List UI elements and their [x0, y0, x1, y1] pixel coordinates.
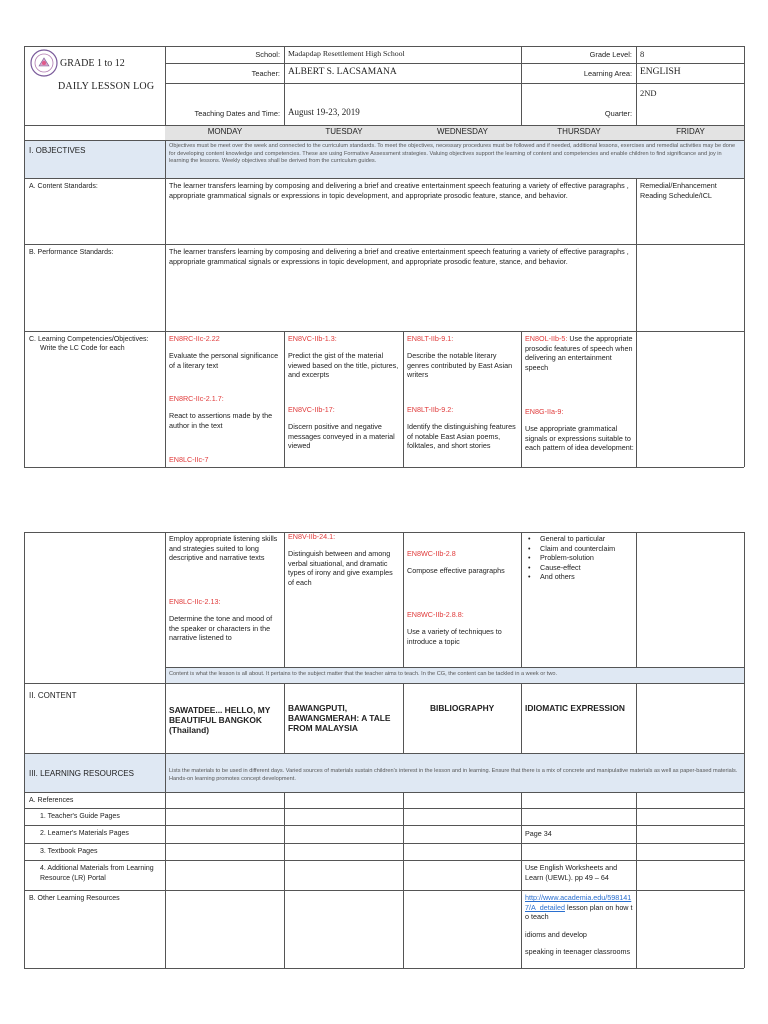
tuesday-lc-code-2: EN8VC-IIb-17:: [288, 405, 335, 414]
school-value: Madapdap Resettlement High School: [288, 49, 405, 58]
tuesday-lc-code-1: EN8VC-IIb-1.3:: [288, 334, 337, 343]
competencies-sublabel: Write the LC Code for each: [40, 345, 125, 352]
tuesday-cont-code: EN8V-IIb-24.1:: [288, 532, 336, 541]
monday-cont-code-2: EN8LC-IIc-2.13:: [169, 597, 221, 606]
list-item: • Problem-solution: [526, 553, 634, 563]
teacher-value: ALBERT S. LACSAMANA: [288, 67, 397, 77]
references-label: A. References: [29, 797, 74, 804]
other-resources-thursday: [525, 893, 635, 922]
quarter-value: 2ND: [640, 88, 657, 98]
list-item: • And others: [526, 572, 634, 582]
list-item: • Claim and counterclaim: [526, 544, 634, 554]
friday-content-standards: Remedial/Enhancement Reading Schedule/ICL: [640, 181, 717, 200]
grade-level-value: 8: [640, 49, 645, 59]
daily-lesson-log-title: DAILY LESSON LOG: [58, 81, 155, 92]
day-header-friday: FRIDAY: [676, 127, 705, 136]
teachers-guide-label: 1. Teacher's Guide Pages: [40, 813, 120, 820]
monday-lc-text-2: React to assertions made by the author in the text: [169, 411, 273, 430]
learners-materials-thursday: Page 34: [525, 829, 552, 838]
tuesday-cont-text: Distinguish between and among verbal situational, and dramatic types of irony and give examples of each: [288, 549, 393, 587]
monday-lc-code-3: EN8LC-IIc-7: [169, 455, 209, 464]
quarter-label: Quarter:: [604, 109, 632, 118]
list-item: • Cause-effect: [526, 563, 634, 573]
monday-cont-text-2: Determine the tone and mood of the speaker or characters in the narrative listened to: [169, 614, 273, 643]
other-resources-text-3: speaking in teenager classrooms: [525, 947, 631, 956]
content-heading: II. CONTENT: [29, 691, 77, 700]
monday-lc-code-2: EN8RC-IIc-2.1.7:: [169, 394, 224, 403]
tuesday-content-title: BAWANGPUTI, BAWANGMERAH: A TALE FROM MALAYSIA: [288, 703, 391, 733]
additional-materials-thursday: Use English Worksheets and Learn (UEWL). pp 49 – 64: [525, 863, 618, 882]
objectives-heading: I. OBJECTIVES: [29, 146, 86, 155]
thursday-patterns-list: [526, 534, 634, 582]
other-resources-text-2: idioms and develop: [525, 930, 587, 939]
wednesday-lc-text-2: Identify the distinguishing features of notable East Asian poems, folktales, and short stories: [407, 422, 516, 451]
additional-materials-label: 4. Additional Materials from Learning Resource (LR) Portal: [40, 865, 154, 882]
day-header-tuesday: TUESDAY: [325, 127, 363, 136]
thursday-lc-code-2: EN8G-IIa-9:: [525, 407, 564, 416]
deped-seal-logo: [30, 49, 58, 77]
thursday-content-title: IDIOMATIC EXPRESSION: [525, 703, 625, 713]
monday-content-title: SAWATDEE... HELLO, MY BEAUTIFUL BANGKOK (Thailand): [169, 705, 271, 735]
content-standards-text: The learner transfers learning by composing and delivering a brief and creative entertainment speech featuring a variety of effective paragraphs , appropriate grammatical signals or expressions in topic development, and appropriate prosodic feature, stance, and behavior.: [169, 181, 629, 200]
wednesday-cont-code-2: EN8WC-IIb-2.8.8:: [407, 610, 464, 619]
thursday-lc-block-1: [525, 334, 635, 372]
thursday-lc-code-1: EN8OL-IIb-5:: [525, 334, 568, 343]
wednesday-lc-text-1: Describe the notable literary genres contributed by East Asian writers: [407, 351, 513, 380]
thursday-lc-text-1: Use the appropriate prosodic features of speech when delivering an entertainment speech: [525, 334, 633, 372]
grade-level-label: Grade Level:: [589, 50, 632, 59]
teacher-label: Teacher:: [251, 69, 280, 78]
dates-value: August 19-23, 2019: [288, 107, 360, 117]
thursday-lc-text-2: Use appropriate grammatical signals or expressions suitable to each pattern of idea development:: [525, 424, 634, 453]
grade-range-title: GRADE 1 to 12: [60, 58, 125, 69]
wednesday-cont-text-2: Use a variety of techniques to introduce a topic: [407, 627, 502, 646]
school-label: School:: [255, 50, 280, 59]
learning-area-label: Learning Area:: [583, 69, 632, 78]
wednesday-cont-text-1: Compose effective paragraphs: [407, 566, 505, 575]
wednesday-lc-code-2: EN8LT-IIb-9.2:: [407, 405, 454, 414]
academia-link[interactable]: http://www.academia.edu/5981417/A_detailed: [525, 893, 632, 912]
wednesday-content-title: BIBLIOGRAPHY: [430, 703, 495, 713]
day-header-wednesday: WEDNESDAY: [437, 127, 488, 136]
competencies-label: C. Learning Competencies/Objectives:: [29, 336, 149, 343]
learners-materials-label: 2. Learner's Materials Pages: [40, 830, 129, 837]
list-item: • General to particular: [526, 534, 634, 544]
objectives-note: Objectives must be meet over the week and connected to the curriculum standards. To meet the objectives, necessary procedures must be followed and if needed, additional lessons, exercises and remedial activities may be done for developing content knowledge and competencies. These are using Formative Assessment strategies. Valuing objectives support the learning of content and competencies and enable children to find significance and joy in learning the lessons. Weekly objectives shall be derived from the curriculum guides.: [169, 143, 736, 165]
wednesday-cont-code-1: EN8WC-IIb-2.8: [407, 549, 456, 558]
dates-label: Teaching Dates and Time:: [194, 109, 280, 118]
content-standards-label: A. Content Standards:: [29, 183, 98, 190]
performance-standards-label: B. Performance Standards:: [29, 249, 114, 256]
tuesday-lc-text-2: Discern positive and negative messages conveyed in a material viewed: [288, 422, 395, 451]
wednesday-lc-code-1: EN8LT-IIb-9.1:: [407, 334, 454, 343]
textbook-label: 3. Textbook Pages: [40, 848, 98, 855]
other-resources-text-1: lesson plan on how to teach: [525, 902, 633, 922]
day-header-thursday: THURSDAY: [557, 127, 601, 136]
resources-note: Lists the materials to be used in different days. Varied sources of materials sustain children's interest in the lesson and in learning. Ensure that there is a mix of concrete and manipulative materials as well as paper-based materials. Hands-on learning promotes concept development.: [169, 768, 738, 782]
monday-lc-text-1: Evaluate the personal significance of a literary text: [169, 351, 279, 370]
tuesday-lc-text-1: Predict the gist of the material viewed based on the title, pictures, and excerpts: [288, 351, 399, 380]
content-note: Content is what the lesson is all about. It pertains to the subject matter that the teacher aims to teach. In the CG, the content can be tackled in a week or two.: [169, 671, 558, 677]
performance-standards-text: The learner transfers learning by composing and delivering a brief and creative entertainment speech featuring a variety of effective paragraphs , appropriate grammatical signals or expressions in topic development, and appropriate prosodic feature, stance, and behavior.: [169, 247, 629, 266]
monday-cont-text-1: Employ appropriate listening skills and strategies suited to long descriptive and narrative texts: [169, 534, 278, 563]
resources-heading: III. LEARNING RESOURCES: [29, 769, 134, 778]
monday-lc-code-1: EN8RC-IIc-2.22: [169, 334, 220, 343]
learning-area-value: ENGLISH: [640, 67, 681, 77]
day-header-monday: MONDAY: [207, 127, 243, 136]
other-resources-label: B. Other Learning Resources: [29, 895, 120, 902]
